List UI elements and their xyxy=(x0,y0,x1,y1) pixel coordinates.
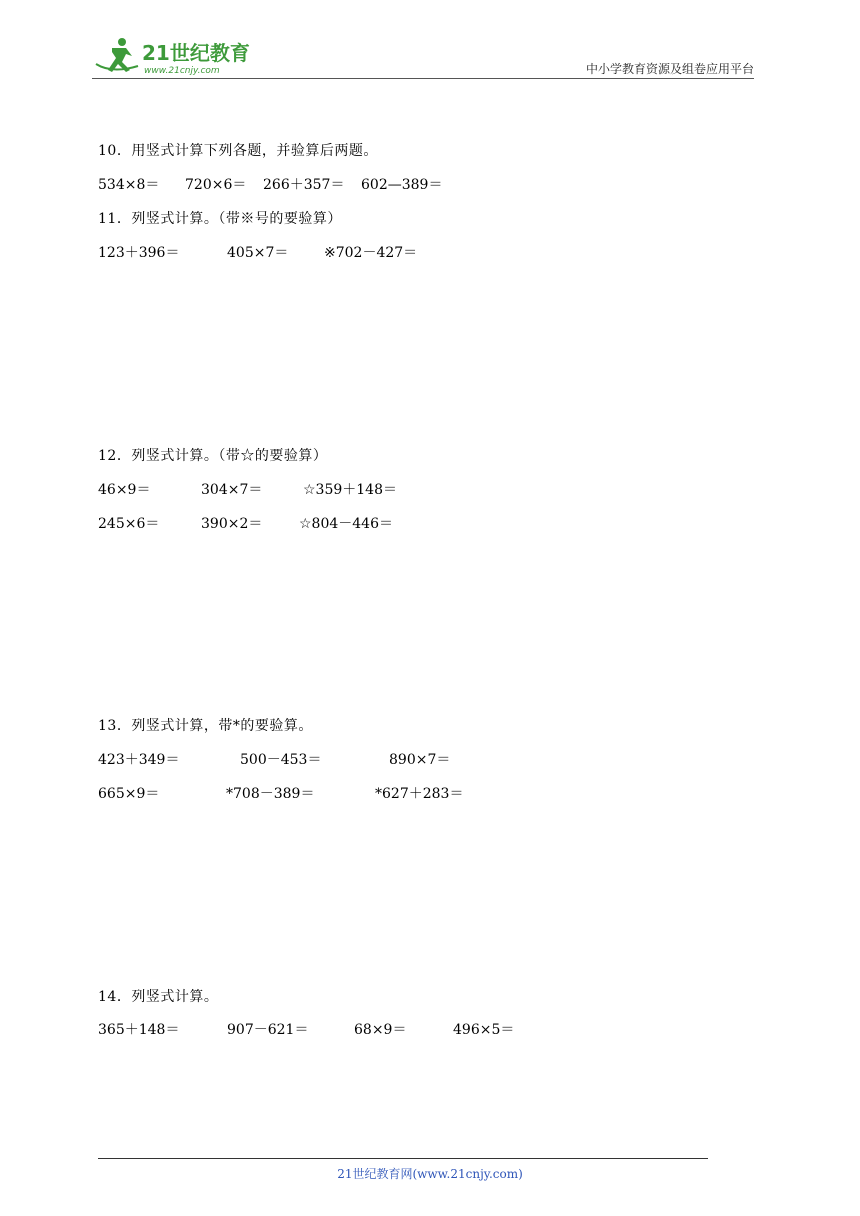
question-11-title: 11．列竖式计算。（带※号的要验算） xyxy=(98,211,342,227)
logo-text: 21世纪教育 xyxy=(142,41,250,65)
problem: 602—389＝ xyxy=(361,177,443,193)
platform-name: 中小学教育资源及组卷应用平台 xyxy=(585,62,754,76)
problem: 500－453＝ xyxy=(240,752,322,768)
problem: 46×9＝ xyxy=(98,482,151,498)
question-10-title: 10．用竖式计算下列各题，并验算后两题。 xyxy=(98,143,378,159)
problem: ☆359＋148＝ xyxy=(303,482,397,498)
question-12-title: 12．列竖式计算。（带☆的要验算） xyxy=(98,448,328,464)
problem: ☆804－446＝ xyxy=(299,516,393,532)
problem: 907－621＝ xyxy=(227,1022,309,1038)
problem: 496×5＝ xyxy=(453,1022,515,1038)
header-divider xyxy=(92,78,754,79)
problem: *627＋283＝ xyxy=(375,786,464,802)
problem: 423＋349＝ xyxy=(98,752,180,768)
footer-divider xyxy=(98,1158,708,1159)
problem: 720×6＝ xyxy=(185,177,247,193)
problem: *708－389＝ xyxy=(226,786,315,802)
problem: 68×9＝ xyxy=(354,1022,407,1038)
problem: 123＋396＝ xyxy=(98,245,180,261)
problem: 534×8＝ xyxy=(98,177,160,193)
runner-logo-icon xyxy=(92,34,262,78)
problem: 405×7＝ xyxy=(227,245,289,261)
logo-url-text: www.21cnjy.com xyxy=(144,66,220,76)
footer-link[interactable]: 21世纪教育网(www.21cnjy.com) xyxy=(337,1167,523,1181)
problem: ※702－427＝ xyxy=(324,245,418,261)
problem: 365＋148＝ xyxy=(98,1022,180,1038)
problem: 665×9＝ xyxy=(98,786,160,802)
problem: 304×7＝ xyxy=(201,482,263,498)
site-logo[interactable] xyxy=(92,34,262,78)
problem: 390×2＝ xyxy=(201,516,263,532)
problem: 245×6＝ xyxy=(98,516,160,532)
question-13-title: 13．列竖式计算，带*的要验算。 xyxy=(98,718,313,734)
problem: 266＋357＝ xyxy=(263,177,345,193)
problem: 890×7＝ xyxy=(389,752,451,768)
question-14-title: 14．列竖式计算。 xyxy=(98,989,219,1005)
